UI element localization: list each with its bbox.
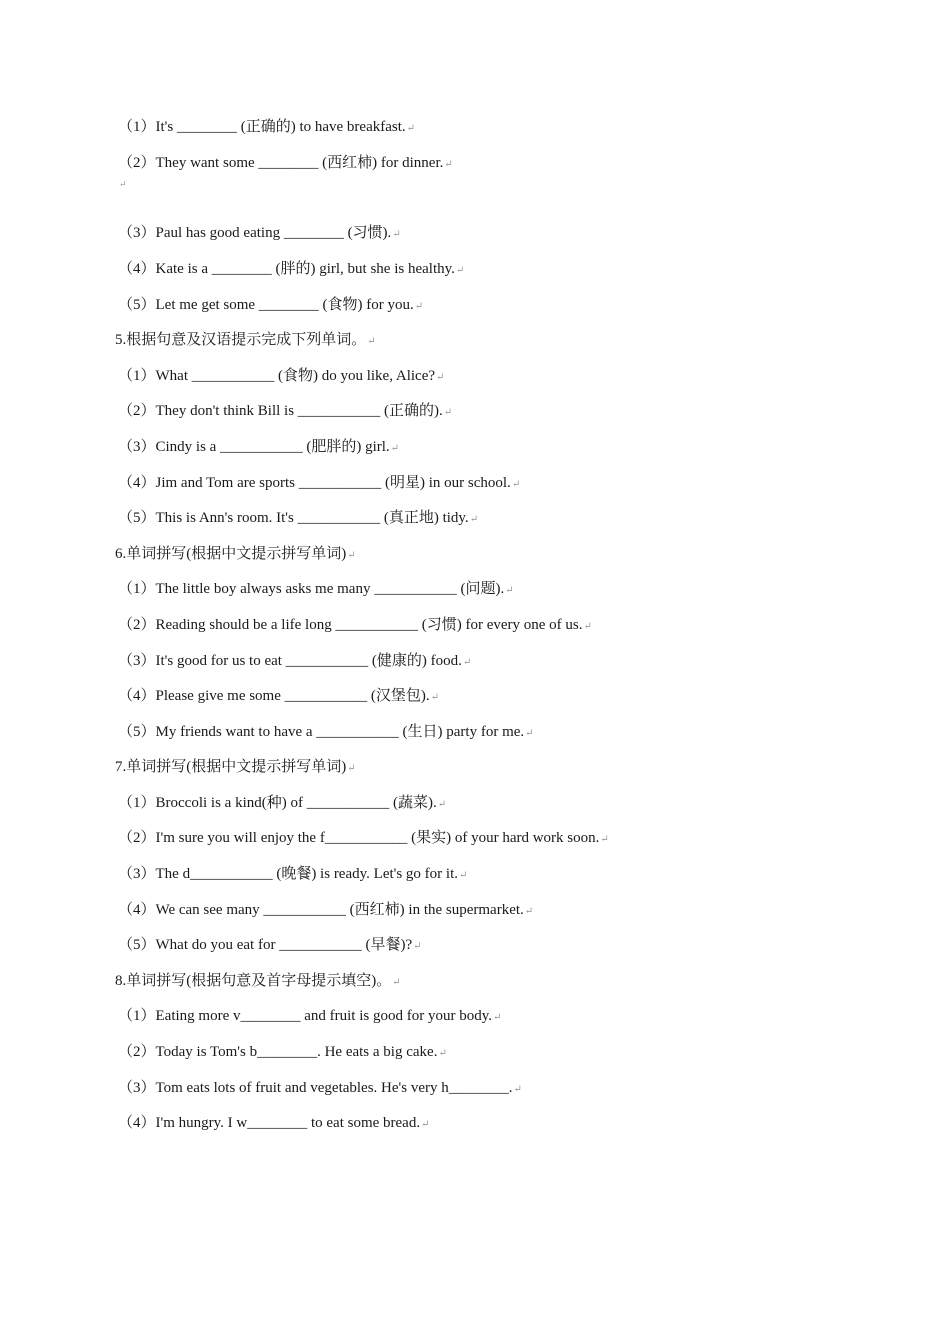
exercise-item: （4）Jim and Tom are sports ___________ (明星) in our school.↵ xyxy=(118,475,521,491)
section-heading: 7.单词拼写(根据中文提示拼写单词)↵ xyxy=(115,759,356,775)
exercise-item: （4）Please give me some ___________ (汉堡包).↵ xyxy=(118,688,440,704)
exercise-item: （4）We can see many ___________ (西红柿) in the supermarket.↵ xyxy=(118,902,534,918)
paragraph-mark: ↵ xyxy=(119,179,127,189)
exercise-item: （1）The little boy always asks me many ___________ (问题).↵ xyxy=(118,581,514,597)
exercise-item: （4）Kate is a ________ (胖的) girl, but she is healthy.↵ xyxy=(118,261,465,277)
exercise-item: （3）The d___________ (晚餐) is ready. Let's go for it.↵ xyxy=(118,866,468,882)
section-heading: 8.单词拼写(根据句意及首字母提示填空)。↵ xyxy=(115,973,401,989)
exercise-item: （3）Cindy is a ___________ (肥胖的) girl.↵ xyxy=(118,439,400,455)
exercise-item: （3）Tom eats lots of fruit and vegetables. He's very h________.↵ xyxy=(118,1080,522,1096)
section-heading: 6.单词拼写(根据中文提示拼写单词)↵ xyxy=(115,546,356,562)
exercise-item: （2）Today is Tom's b________. He eats a big cake.↵ xyxy=(118,1044,447,1060)
exercise-item: （2）They want some ________ (西红柿) for dinner.↵ xyxy=(118,155,453,171)
exercise-item: （5）My friends want to have a ___________ (生日) party for me.↵ xyxy=(118,724,534,740)
exercise-item: （3）Paul has good eating ________ (习惯).↵ xyxy=(118,225,401,241)
exercise-item: （5）What do you eat for ___________ (早餐)?↵ xyxy=(118,937,422,953)
exercise-item: （5）This is Ann's room. It's ___________ (真正地) tidy.↵ xyxy=(118,510,479,526)
exercise-item: （1）Broccoli is a kind(种) of ___________ (蔬菜).↵ xyxy=(118,795,447,811)
exercise-item: （2）They don't think Bill is ___________ (正确的).↵ xyxy=(118,403,453,419)
exercise-item: （1）What ___________ (食物) do you like, Alice?↵ xyxy=(118,368,445,384)
exercise-item: （1）Eating more v________ and fruit is good for your body.↵ xyxy=(118,1008,502,1024)
exercise-item: （4）I'm hungry. I w________ to eat some bread.↵ xyxy=(118,1115,430,1131)
section-heading: 5.根据句意及汉语提示完成下列单词。↵ xyxy=(115,332,376,348)
exercise-item: （2）Reading should be a life long ___________ (习惯) for every one of us.↵ xyxy=(118,617,592,633)
exercise-item: （1）It's ________ (正确的) to have breakfast.↵ xyxy=(118,119,416,135)
exercise-item: （3）It's good for us to eat ___________ (健康的) food.↵ xyxy=(118,653,472,669)
exercise-item: （2）I'm sure you will enjoy the f___________ (果实) of your hard work soon.↵ xyxy=(118,830,609,846)
exercise-item: （5）Let me get some ________ (食物) for you.↵ xyxy=(118,297,424,313)
